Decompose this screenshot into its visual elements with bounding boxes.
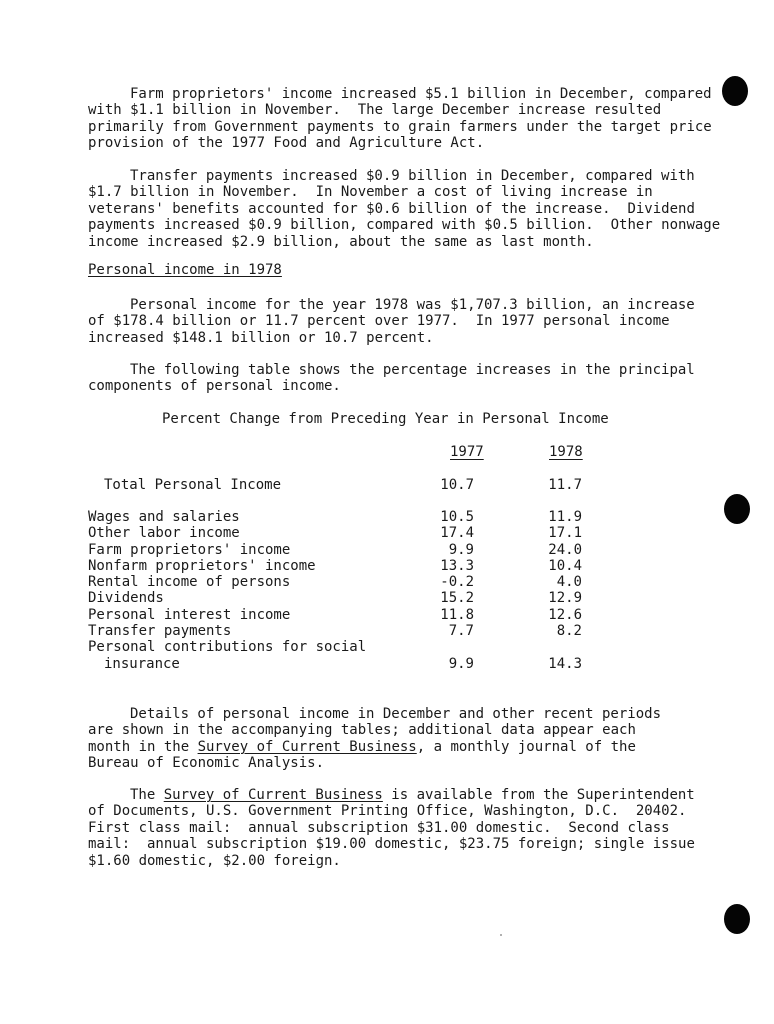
column-header-1977: 1977 — [450, 444, 484, 460]
table-row — [88, 558, 608, 574]
value-1977: 11.8 — [440, 607, 474, 623]
punch-hole — [724, 904, 750, 934]
text-line: The following table shows the percentage increases in the principal — [130, 362, 695, 378]
heading-text: Personal income in 1978 — [88, 262, 282, 278]
text-line: increased $148.1 billion or 10.7 percent. — [88, 329, 434, 346]
row-label: Nonfarm proprietors' income — [88, 558, 316, 574]
value-1977: 9.9 — [448, 656, 474, 672]
text-line: $1.60 domestic, $2.00 foreign. — [88, 852, 341, 869]
paragraph-availability — [88, 787, 728, 869]
text-line: Farm proprietors' income increased $5.1 billion in December, compared — [130, 86, 712, 102]
text-line: of $178.4 billion or 11.7 percent over 1977. In 1977 personal income — [88, 313, 670, 330]
value-1978: 12.6 — [548, 607, 582, 623]
value-1978: 24.0 — [548, 542, 582, 558]
text-line: Transfer payments increased $0.9 billion in December, compared with — [130, 168, 695, 184]
value-1977: 10.5 — [440, 509, 474, 525]
table-row — [88, 542, 608, 558]
text-line: payments increased $0.9 billion, compared with $0.5 billion. Other nonwage — [88, 217, 721, 234]
value-1978: 17.1 — [548, 525, 582, 541]
value-1977: -0.2 — [440, 574, 474, 590]
text-line: components of personal income. — [88, 378, 341, 395]
table-row — [88, 607, 608, 623]
value-1977: 17.4 — [440, 525, 474, 541]
text-fragment: , a monthly journal of the — [416, 738, 636, 755]
value-1978: 14.3 — [548, 656, 582, 672]
paragraph-farm-income — [88, 86, 728, 152]
value-1978: 12.9 — [548, 590, 582, 606]
text-line: primarily from Government payments to grain farmers under the target price — [88, 118, 712, 135]
text-line — [88, 787, 728, 803]
table-row — [88, 623, 608, 639]
row-label: Personal interest income — [88, 607, 291, 623]
text-line: with $1.1 billion in November. The large December increase resulted — [88, 102, 662, 119]
row-label: insurance — [104, 656, 180, 672]
paragraph-transfer-payments — [88, 168, 728, 250]
row-label: Rental income of persons — [88, 574, 291, 590]
row-label: Wages and salaries — [88, 509, 240, 525]
value-1978: 8.2 — [556, 623, 582, 639]
table-row — [88, 656, 608, 672]
text-line: Details of personal income in December and other recent periods — [130, 706, 662, 722]
row-label: Dividends — [88, 590, 164, 606]
section-heading — [88, 262, 282, 278]
text-line: Personal income for the year 1978 was $1,707.3 billion, an increase — [130, 297, 695, 313]
row-label: Transfer payments — [88, 623, 232, 639]
text-fragment: is available from the Superintendent — [382, 787, 695, 803]
value-1977: 15.2 — [440, 590, 474, 606]
value-1977: 13.3 — [440, 558, 474, 574]
row-label: Personal contributions for social — [88, 639, 367, 655]
text-line: $1.7 billion in November. In November a cost of living increase in — [88, 184, 653, 201]
text-line: are shown in the accompanying tables; additional data appear each — [88, 722, 636, 739]
paragraph-personal-income-1978 — [88, 297, 728, 346]
text-line — [88, 739, 728, 755]
table-row-label-continued — [88, 639, 608, 655]
row-label: Farm proprietors' income — [88, 542, 291, 558]
text-line: veterans' benefits accounted for $0.6 billion of the increase. Dividend — [88, 200, 695, 217]
row-label: Other labor income — [88, 525, 240, 541]
value-1978: 10.4 — [548, 558, 582, 574]
table-row — [88, 574, 608, 590]
text-line: mail: annual subscription $19.00 domestic, $23.75 foreign; single issue — [88, 836, 695, 853]
value-1977: 10.7 — [440, 477, 474, 493]
text-line: Bureau of Economic Analysis. — [88, 755, 325, 772]
paragraph-table-intro — [88, 362, 728, 395]
table-title: Percent Change from Preceding Year in Personal Income — [162, 411, 609, 427]
publication-title: Survey of Current Business — [163, 787, 383, 803]
value-1977: 9.9 — [448, 542, 474, 558]
text-line: First class mail: annual subscription $31.00 domestic. Second class — [88, 819, 670, 836]
row-label: Total Personal Income — [104, 477, 282, 493]
text-line: of Documents, U.S. Government Printing Office, Washington, D.C. 20402. — [88, 803, 687, 820]
scan-speck — [500, 934, 502, 936]
table-row — [88, 590, 608, 606]
table-row — [88, 509, 608, 525]
value-1978: 4.0 — [556, 574, 582, 590]
column-header-1978: 1978 — [549, 444, 583, 460]
table-row-total — [88, 477, 608, 493]
punch-hole — [724, 494, 750, 524]
paragraph-details — [88, 706, 728, 772]
publication-title: Survey of Current Business — [197, 738, 417, 755]
value-1978: 11.7 — [548, 477, 582, 493]
text-line: income increased $2.9 billion, about the same as last month. — [88, 233, 594, 250]
text-fragment: The — [130, 787, 164, 803]
value-1977: 7.7 — [448, 623, 474, 639]
text-line: provision of the 1977 Food and Agriculture Act. — [88, 135, 485, 152]
table-row — [88, 525, 608, 541]
value-1978: 11.9 — [548, 509, 582, 525]
text-fragment: month in the — [88, 738, 198, 755]
